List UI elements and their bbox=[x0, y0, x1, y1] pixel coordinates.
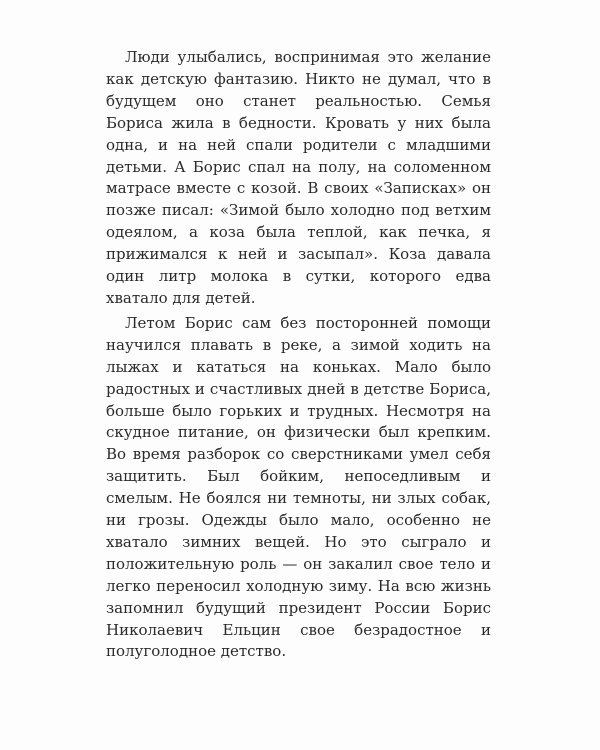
paragraph-1: Люди улыбались, воспринимая это желание как детскую фантазию. Никто не думал, что в будущем оно станет реальностью. Семья Бориса жила в бедности. Кровать у них была одна, и на ней спали родители с младшими детьми. А Борис спал на полу, на соломенном матрасе вместе с козой. В своих «Записках» он позже писал: «Зимой было холодно под ветхим одеялом, а коза была теплой, как печка, я прижимался к ней и засыпал». Коза давала один литр молока в сутки, которого едва хватало для детей. bbox=[106, 48, 491, 307]
body-text bbox=[106, 47, 491, 663]
paragraph-2: Летом Борис сам без посторонней помощи научился плавать в реке, а зимой ходить на лыжах и кататься на коньках. Мало было радостных и счастливых дней в детстве Бориса, больше было горьких и трудных. Несмотря на скудное питание, он физически был крепким. Во время разборок со сверстниками умел себя защитить. Был бойким, непоседливым и смелым. Не боялся ни темноты, ни злых собак, ни грозы. Одежды было мало, особенно не хватало зимних вещей. Но это сыграло и положительную роль — он закалил свое тело и легко переносил холодную зиму. На всю жизнь запомнил будущий президент России Борис Николаевич Ельцин свое безрадостное и полуголодное детство. bbox=[106, 313, 491, 661]
